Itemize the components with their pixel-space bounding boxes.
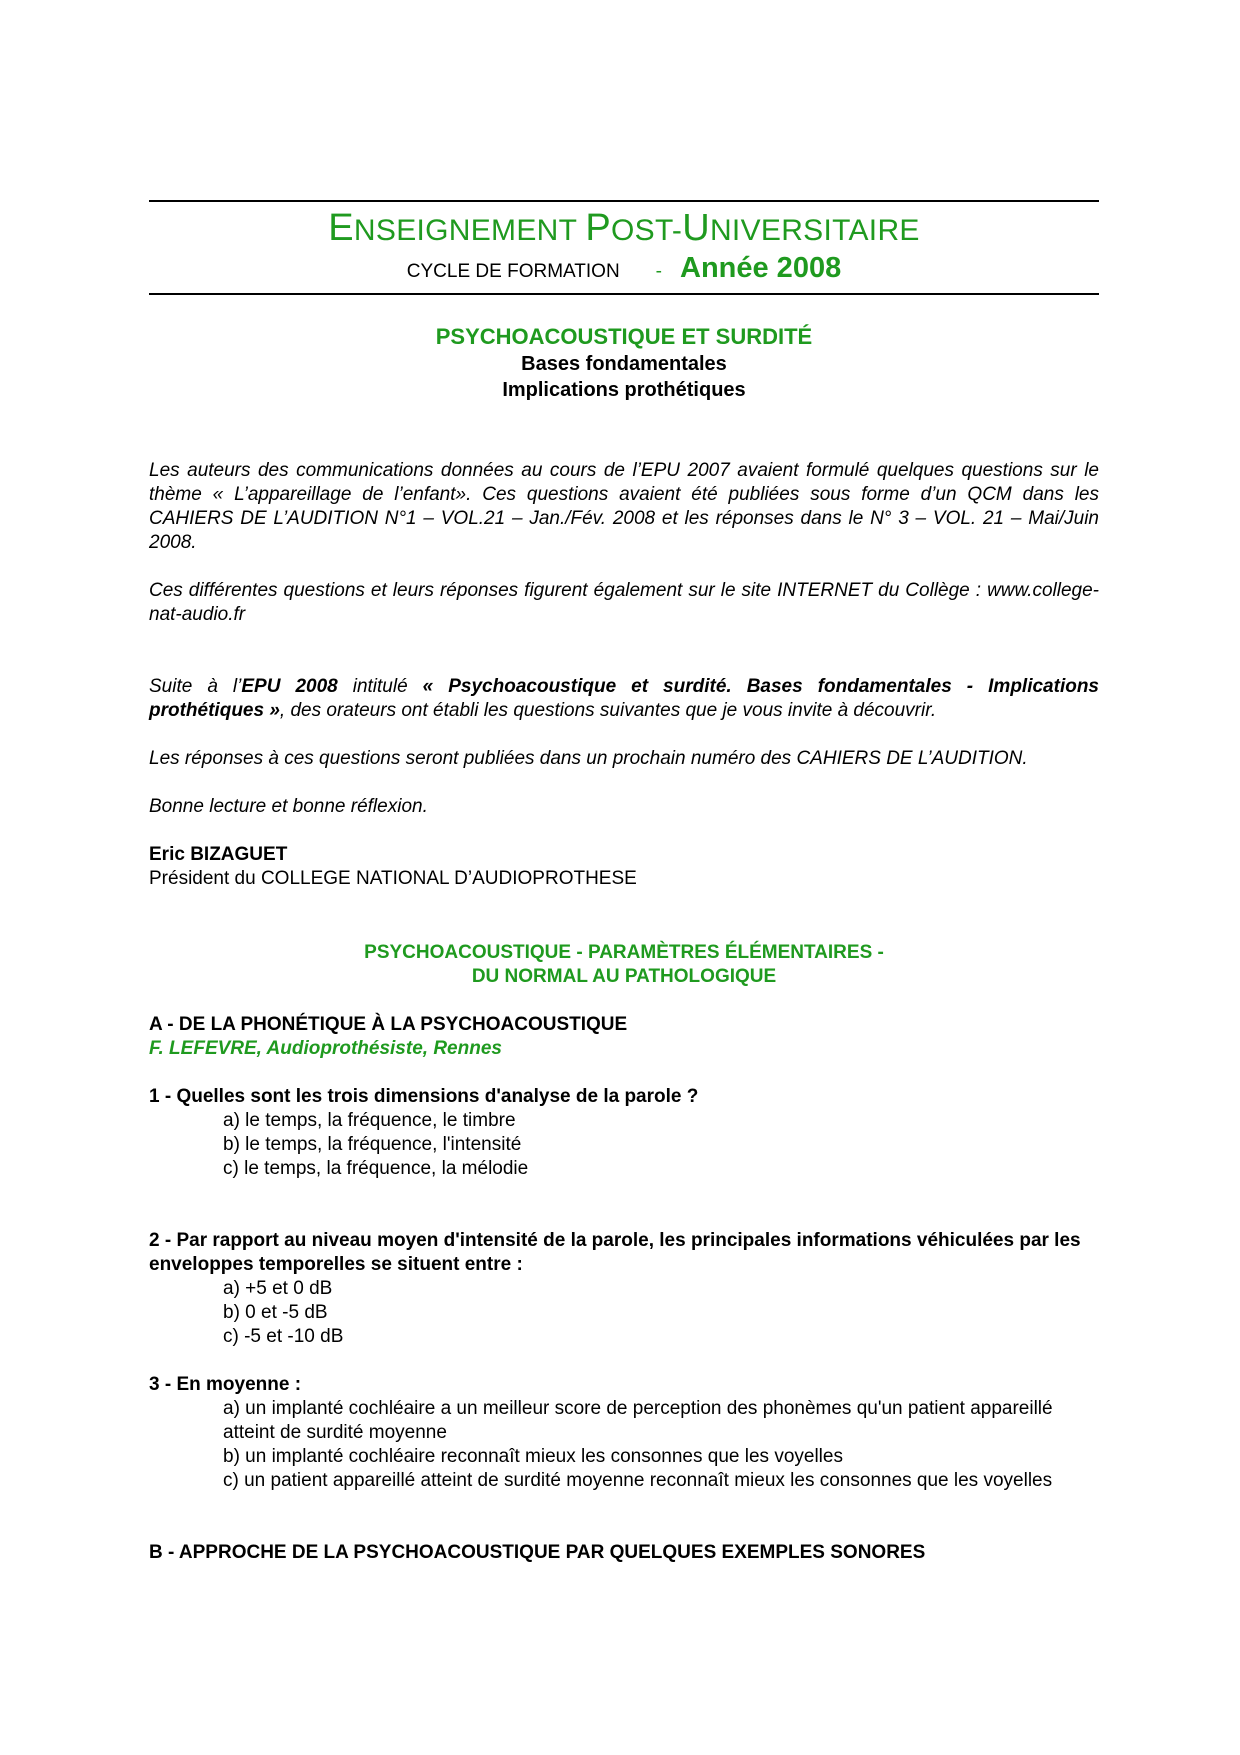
intro-paragraph-1: Les auteurs des communications données au cours de l’EPU 2007 avaient formulé quelques questions sur le thème « L’appareillage de l’enfant». Ces questions avaient été publiées sous forme d’un QCM dans les CAHIERS DE L’AUDITION N°1 – VOL.21 – Jan./Fév. 2008 et les réponses dans le N° 3 – VOL. 21 – Mai/Juin 2008. [149, 460, 1099, 553]
header-title [149, 208, 1099, 251]
subject-title: PSYCHOACOUSTIQUE ET SURDITÉ [435, 324, 813, 349]
question-1-option-b: b) le temps, la fréquence, l'intensité [223, 1134, 522, 1155]
question-1-option-c: c) le temps, la fréquence, la mélodie [223, 1158, 529, 1179]
title-initial-p: P [585, 207, 611, 249]
title-initial-e: E [328, 207, 354, 249]
intro-paragraph-4: Les réponses à ces questions seront publiées dans un prochain numéro des CAHIERS DE L’AUDITION. [149, 748, 1028, 769]
signature [149, 843, 1099, 891]
part-a [149, 1013, 1099, 1061]
signature-name: Eric BIZAGUET [149, 844, 288, 865]
header-cycle-line [149, 251, 1099, 289]
question-1-options [149, 1109, 1099, 1181]
question-3-text: 3 - En moyenne : [149, 1374, 302, 1395]
question-2-text: 2 - Par rapport au niveau moyen d'intensité de la parole, les principales informations véhiculées par les enveloppes temporelles se situent entre : [149, 1230, 1081, 1275]
section-title [149, 941, 1099, 989]
suite-part-d: « Psychoacoustique et surdité. Bases fondamentales - Implications prothétiques » [149, 676, 1099, 721]
question-3-options [149, 1397, 1099, 1493]
title-rest-e: NSEIGNEMENT [353, 214, 586, 247]
question-1-option-a: a) le temps, la fréquence, le timbre [223, 1110, 516, 1131]
suite-part-c: intitulé [337, 676, 423, 697]
section-title-line-1: PSYCHOACOUSTIQUE - PARAMÈTRES ÉLÉMENTAIRES - [364, 942, 884, 963]
title-initial-u: U [682, 207, 710, 249]
cycle-year: Année 2008 [680, 252, 842, 284]
intro-paragraph-5: Bonne lecture et bonne réflexion. [149, 796, 428, 817]
part-a-heading: A - DE LA PHONÉTIQUE À LA PSYCHOACOUSTIQUE [149, 1014, 628, 1035]
title-rest-u: NIVERSITAIRE [709, 214, 920, 247]
top-rule [149, 200, 1099, 202]
intro-paragraph-2: Ces différentes questions et leurs réponses figurent également sur le site INTERNET du Collège : www.college-nat-audio.fr [149, 580, 1099, 625]
suite-part-b: EPU 2008 [241, 676, 338, 697]
question-2-option-b: b) 0 et -5 dB [223, 1302, 328, 1323]
part-a-author: F. LEFEVRE, Audioprothésiste, Rennes [149, 1038, 502, 1059]
signature-role: Président du COLLEGE NATIONAL D’AUDIOPROTHESE [149, 868, 637, 889]
cycle-label: CYCLE DE FORMATION [406, 261, 620, 282]
question-3-option-c: c) un patient appareillé atteint de surdité moyenne reconnaît mieux les consonnes que les voyelles [223, 1470, 1053, 1491]
section-title-line-2: DU NORMAL AU PATHOLOGIQUE [471, 966, 777, 987]
title-rest-p: OST- [611, 214, 683, 247]
part-b-heading: B - APPROCHE DE LA PSYCHOACOUSTIQUE PAR QUELQUES EXEMPLES SONORES [149, 1542, 926, 1563]
question-2-options [149, 1277, 1099, 1349]
question-1-text: 1 - Quelles sont les trois dimensions d'analyse de la parole ? [149, 1086, 699, 1107]
suite-part-a: Suite à l’ [149, 676, 242, 697]
subject-line-3: Implications prothétiques [502, 379, 746, 401]
bottom-rule [149, 293, 1099, 295]
question-3-option-b: b) un implanté cochléaire reconnaît mieux les consonnes que les voyelles [223, 1446, 843, 1467]
question-3 [149, 1373, 1099, 1493]
question-1 [149, 1085, 1099, 1181]
subject-line-2: Bases fondamentales [521, 353, 727, 375]
document-page [149, 200, 1099, 1565]
question-2 [149, 1229, 1099, 1349]
cycle-dash: - [655, 261, 662, 282]
intro-paragraph-suite [149, 675, 1099, 723]
suite-part-e: , des orateurs ont établi les questions suivantes que je vous invite à découvrir. [279, 700, 937, 721]
question-2-option-c: c) -5 et -10 dB [223, 1326, 344, 1347]
subject-block [149, 323, 1099, 403]
question-3-option-a: a) un implanté cochléaire a un meilleur score de perception des phonèmes qu'un patient appareillé atteint de surdité moyenne [223, 1398, 1053, 1443]
question-2-option-a: a) +5 et 0 dB [223, 1278, 333, 1299]
